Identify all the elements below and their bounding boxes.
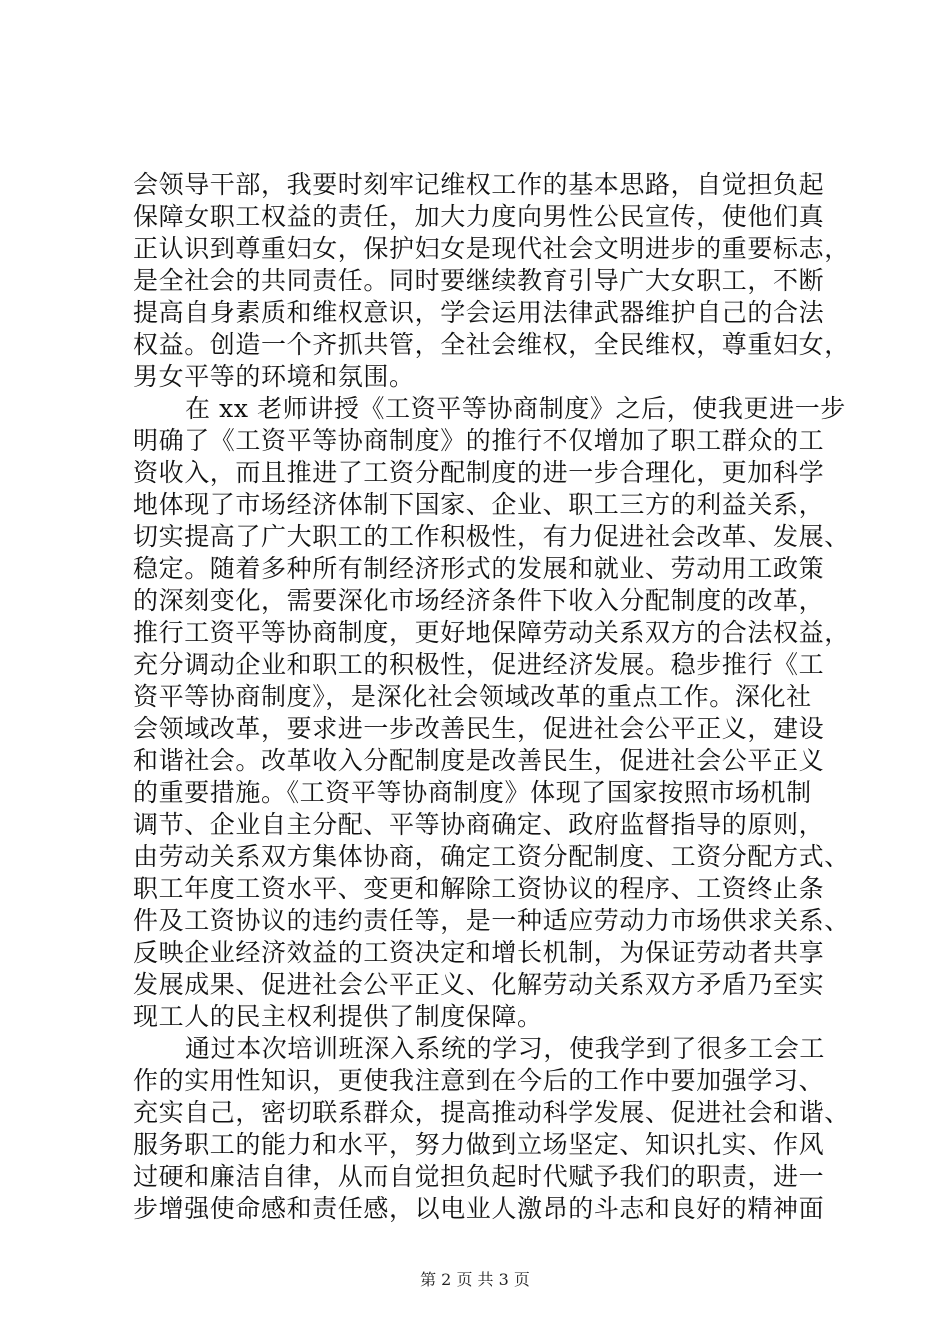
paragraph-first-line: 在 xx 老师讲授《工资平等协商制度》之后，使我更进一步 [185,394,846,423]
text-line: 职工年度工资水平、变更和解除工资协议的程序、工资终止条 [133,874,825,903]
text-line: 调节、企业自主分配、平等协商确定、政府监督指导的原则， [133,810,825,839]
text-line: 正认识到尊重妇女，保护妇女是现代社会文明进步的重要标志， [133,234,850,263]
text-line: 保障女职工权益的责任，加大力度向男性公民宣传，使他们真 [133,202,825,231]
text-line: 地体现了市场经济体制下国家、企业、职工三方的利益关系， [133,490,825,519]
text-line: 作的实用性知识，更使我注意到在今后的工作中要加强学习、 [133,1066,825,1095]
text-line: 反映企业经济效益的工资决定和增长机制，为保证劳动者共享 [133,938,825,967]
text-line: 会领域改革，要求进一步改善民生，促进社会公平正义，建设 [133,714,825,743]
text-line: 稳定。随着多种所有制经济形式的发展和就业、劳动用工政策 [133,554,825,583]
text-line: 现工人的民主权利提供了制度保障。 [133,1002,543,1031]
text-line: 男女平等的环境和氛围。 [133,362,415,391]
text-line: 会领导干部，我要时刻牢记维权工作的基本思路，自觉担负起 [133,170,825,199]
text-line: 资平等协商制度》，是深化社会领域改革的重点工作。深化社 [133,682,812,711]
text-line: 的深刻变化，需要深化市场经济条件下收入分配制度的改革， [133,586,825,615]
text-line: 切实提高了广大职工的工作积极性，有力促进社会改革、发展、 [133,522,850,551]
text-line: 的重要措施。《工资平等协商制度》体现了国家按照市场机制 [133,778,812,807]
text-line: 推行工资平等协商制度，更好地保障劳动关系双方的合法权益， [133,618,850,647]
text-line: 和谐社会。改革收入分配制度是改善民生，促进社会公平正义 [133,746,825,775]
text-line: 资收入，而且推进了工资分配制度的进一步合理化，更加科学 [133,458,825,487]
paragraph-first-line: 通过本次培训班深入系统的学习，使我学到了很多工会工 [185,1034,826,1063]
text-line: 服务职工的能力和水平，努力做到立场坚定、知识扎实、作风 [133,1130,825,1159]
text-line: 权益。创造一个齐抓共管，全社会维权，全民维权，尊重妇女， [133,330,850,359]
text-line: 提高自身素质和维权意识，学会运用法律武器维护自己的合法 [133,298,825,327]
text-line: 件及工资协议的违约责任等，是一种适应劳动力市场供求关系、 [133,906,850,935]
text-line: 发展成果、促进社会公平正义、化解劳动关系双方矛盾乃至实 [133,970,825,999]
text-line: 充分调动企业和职工的积极性，促进经济发展。稳步推行《工 [133,650,825,679]
text-line: 明确了《工资平等协商制度》的推行不仅增加了职工群众的工 [133,426,825,455]
text-line: 步增强使命感和责任感，以电业人激昂的斗志和良好的精神面 [133,1194,825,1223]
document-body [133,169,850,1225]
text-line: 由劳动关系双方集体协商，确定工资分配制度、工资分配方式、 [133,842,850,871]
page-number-footer: 第 2 页 共 3 页 [420,1270,530,1289]
text-line: 是全社会的共同责任。同时要继续教育引导广大女职工，不断 [133,266,825,295]
text-line: 充实自己，密切联系群众，提高推动科学发展、促进社会和谐、 [133,1098,850,1127]
text-line: 过硬和廉洁自律，从而自觉担负起时代赋予我们的职责，进一 [133,1162,825,1191]
